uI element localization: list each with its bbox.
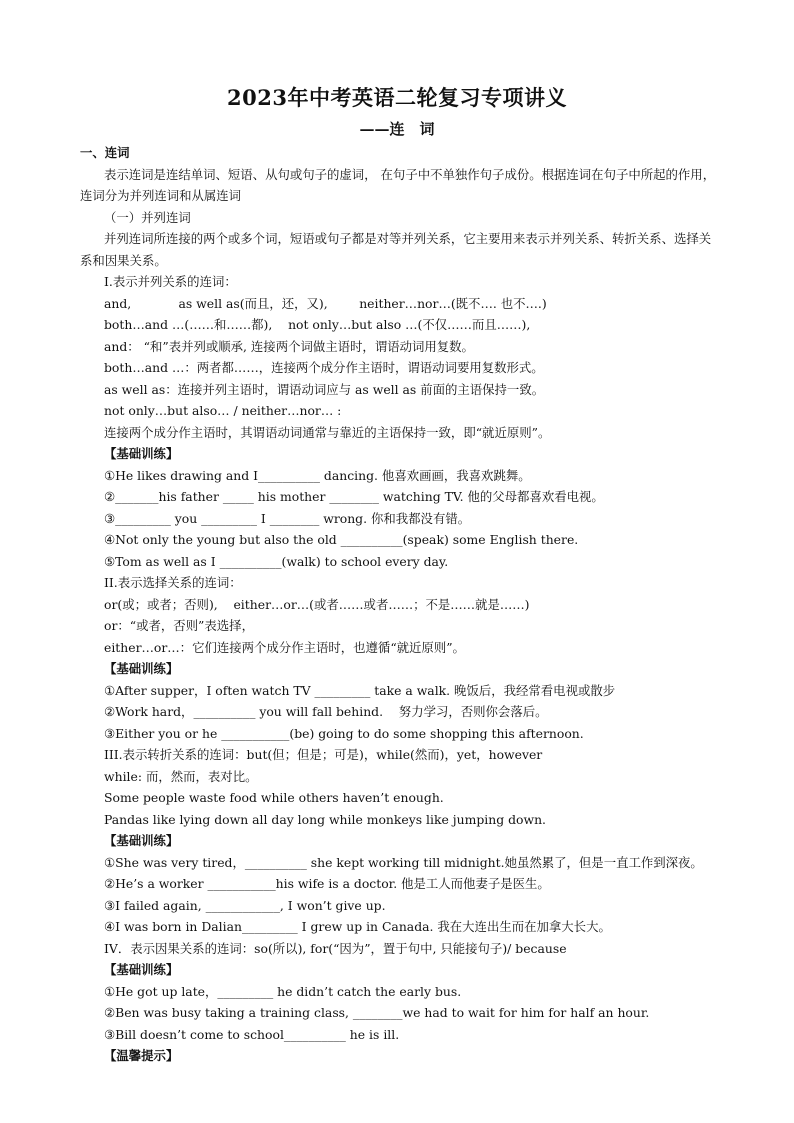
text-line: ②He’s a worker ___________his wife is a doctor. 他是工人而他妻子是医生。 <box>104 876 550 891</box>
text-line: Pandas like lying down all day long while monkeys like jumping down. <box>104 811 546 827</box>
text-line: ②_______his father _____ his mother ________ watching TV. 他的父母都喜欢看电视。 <box>104 489 604 504</box>
text-line: or：“或者，否则”表选择， <box>104 618 254 633</box>
text-line: or(或；或者；否则), either…or…(或者……或者……；不是……就是……) <box>104 596 530 612</box>
text-line: either…or…：它们连接两个成分作主语时，也遵循“就近原则”。 <box>104 639 465 655</box>
text-line: and： “和”表并列或顺承, 连接两个词做主语时，谓语动词用复数。 <box>104 338 474 354</box>
text-line: ①After supper，I often watch TV _________ take a walk. 晚饭后，我经常看电视或散步 <box>104 682 616 698</box>
text-line: 并列连词所连接的两个或多个词，短语或句子都是对等并列关系，它主要用来表示并列关系、转折关系、选择关系和因果关系。 <box>80 231 712 268</box>
text-line: ⑤Tom as well as I __________(walk) to school every day. <box>104 553 449 569</box>
text-line: not only…but also… / neither…nor… : <box>104 403 342 418</box>
section-heading: 一、连词 <box>80 145 130 160</box>
text-line: （一）并列连词 <box>104 209 191 225</box>
text-line: as well as：连接并列主语时，谓语动词应与 as well as 前面的主语保持一致。 <box>104 381 545 397</box>
section-heading: 【基础训练】 <box>104 962 179 977</box>
text-line: ④Not only the young but also the old __________(speak) some English there. <box>104 532 579 547</box>
text-line: and, as well as(而且，还，又), neither…nor…(既不…. 也不….) <box>104 295 547 311</box>
text-line: ②Work hard，__________ you will fall behind. 努力学习，否则你会落后。 <box>104 704 548 719</box>
text-line: III.表示转折关系的连词：but(但；但是；可是)，while(然而)，yet，however <box>104 747 543 762</box>
text-line: both…and …：两者都……，连接两个成分作主语时，谓语动词要用复数形式。 <box>104 360 544 375</box>
section-heading: 【基础训练】 <box>104 833 179 848</box>
text-line: ③Either you or he ___________(be) going to do some shopping this afternoon. <box>104 725 584 741</box>
text-line: ①She was very tired，__________ she kept working till midnight.她虽然累了，但是一直工作到深夜。 <box>104 854 703 870</box>
text-line: IV．表示因果关系的连词：so(所以), for(“因为”，置于句中, 只能接句子)/ because <box>104 940 567 956</box>
document-body <box>80 142 720 1067</box>
text-line: ②Ben was busy taking a training class, ________we had to wait for him for half an hour. <box>104 1005 650 1020</box>
text-line: 表示连词是连结单词、短语、从句或句子的虚词， 在句子中不单独作句子成份。根据连词在句子中所起的作用，连词分为并列连词和从属连词 <box>80 166 716 203</box>
text-line: I.表示并列关系的连词： <box>104 274 237 289</box>
document-subtitle: ——连 词 <box>359 120 435 138</box>
section-heading: 【温馨提示】 <box>104 1048 179 1063</box>
text-line: ③_________ you _________ I ________ wrong. 你和我都没有错。 <box>104 510 471 526</box>
text-line: II.表示选择关系的连词： <box>104 575 242 590</box>
section-heading: 【基础训练】 <box>104 661 179 676</box>
text-line: ③Bill doesn’t come to school__________ he is ill. <box>104 1026 400 1042</box>
text-line: ④I was born in Dalian_________ I grew up in Canada. 我在大连出生而在加拿大长大。 <box>104 919 611 934</box>
document-title: 2023年中考英语二轮复习专项讲义 <box>227 85 567 110</box>
section-heading: 【基础训练】 <box>104 446 179 461</box>
text-line: 连接两个成分作主语时，其谓语动词通常与靠近的主语保持一致，即“就近原则”。 <box>104 424 551 440</box>
text-line: ①He got up late，_________ he didn’t catch the early bus. <box>104 983 462 999</box>
text-line: while: 而，然而，表对比。 <box>104 768 258 784</box>
text-line: both…and …(……和……都), not only…but also …(不仅……而且……), <box>104 317 531 332</box>
text-line: ①He likes drawing and I__________ dancing. 他喜欢画画，我喜欢跳舞。 <box>104 467 531 483</box>
text-line: ③I failed again, ____________, I won’t give up. <box>104 897 386 913</box>
text-line: Some people waste food while others haven’t enough. <box>104 790 444 805</box>
